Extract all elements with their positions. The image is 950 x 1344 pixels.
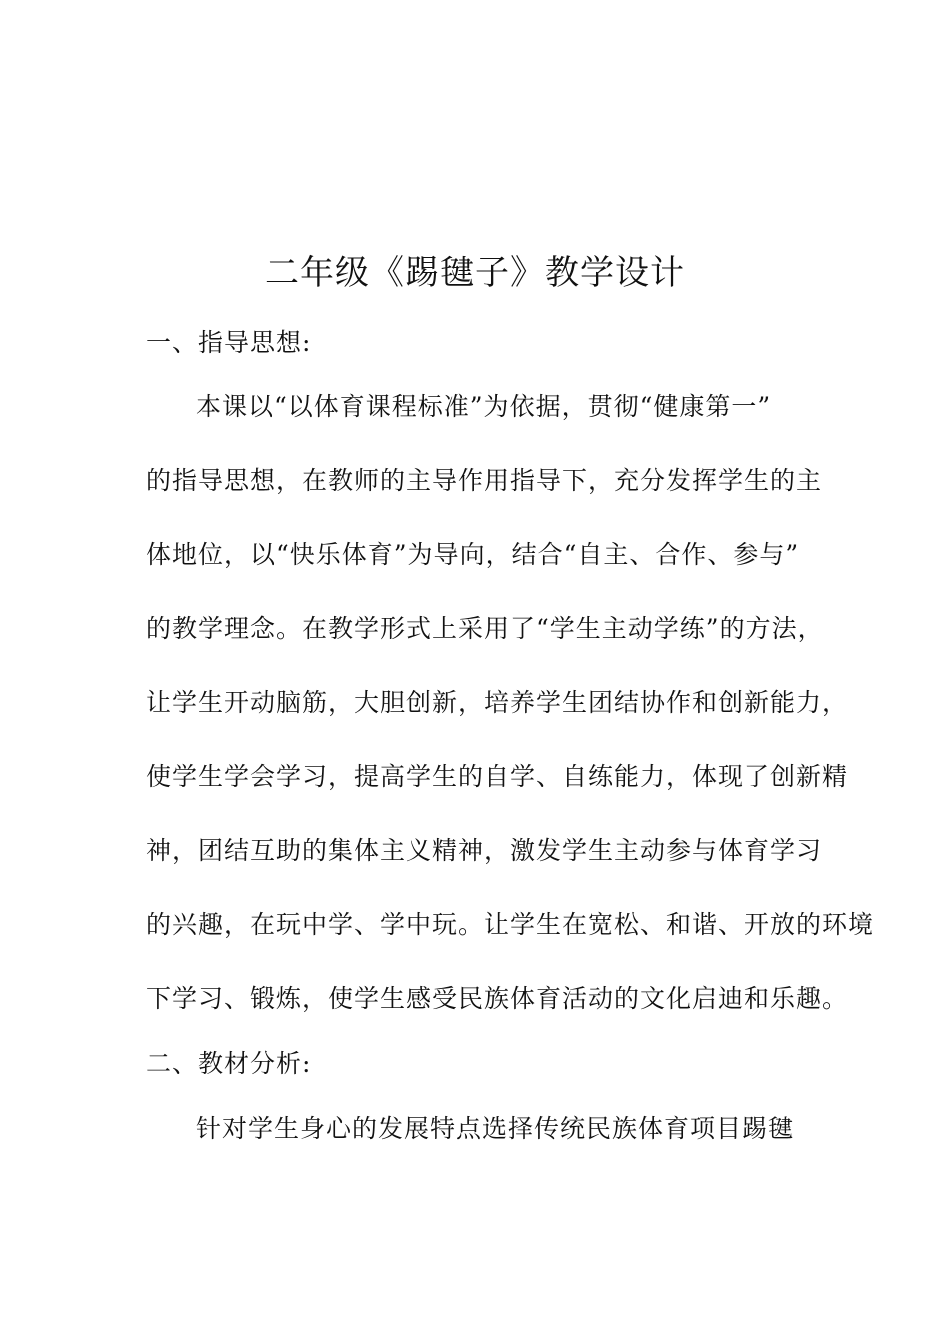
- paragraph-line: 的兴趣，在玩中学、学中玩。让学生在宽松、和谐、开放的环境: [146, 910, 875, 939]
- section-heading-material-analysis: 二、教材分析:: [146, 1049, 312, 1078]
- section-heading-guiding-thought: 一、指导思想:: [146, 328, 312, 357]
- paragraph-line: 神，团结互助的集体主义精神，激发学生主动参与体育学习: [146, 836, 823, 865]
- paragraph-line: 的指导思想，在教师的主导作用指导下，充分发挥学生的主: [146, 466, 823, 495]
- paragraph-line: 让学生开动脑筋，大胆创新，培养学生团结协作和创新能力，: [146, 688, 849, 717]
- paragraph-line: 使学生学会学习，提高学生的自学、自练能力，体现了创新精: [146, 762, 849, 791]
- paragraph-line: 的教学理念。在教学形式上采用了“学生主动学练”的方法，: [146, 614, 824, 643]
- paragraph-line: 体地位，以“快乐体育”为导向，结合“自主、合作、参与”: [146, 540, 800, 569]
- paragraph-line: 下学习、锻炼，使学生感受民族体育活动的文化启迪和乐趣。: [146, 984, 849, 1013]
- paragraph-line: 本课以“以体育课程标准”为依据，贯彻“健康第一”: [196, 392, 772, 421]
- paragraph-line: 针对学生身心的发展特点选择传统民族体育项目踢毽: [196, 1114, 795, 1143]
- document-title: 二年级《踢毽子》教学设计: [265, 253, 685, 293]
